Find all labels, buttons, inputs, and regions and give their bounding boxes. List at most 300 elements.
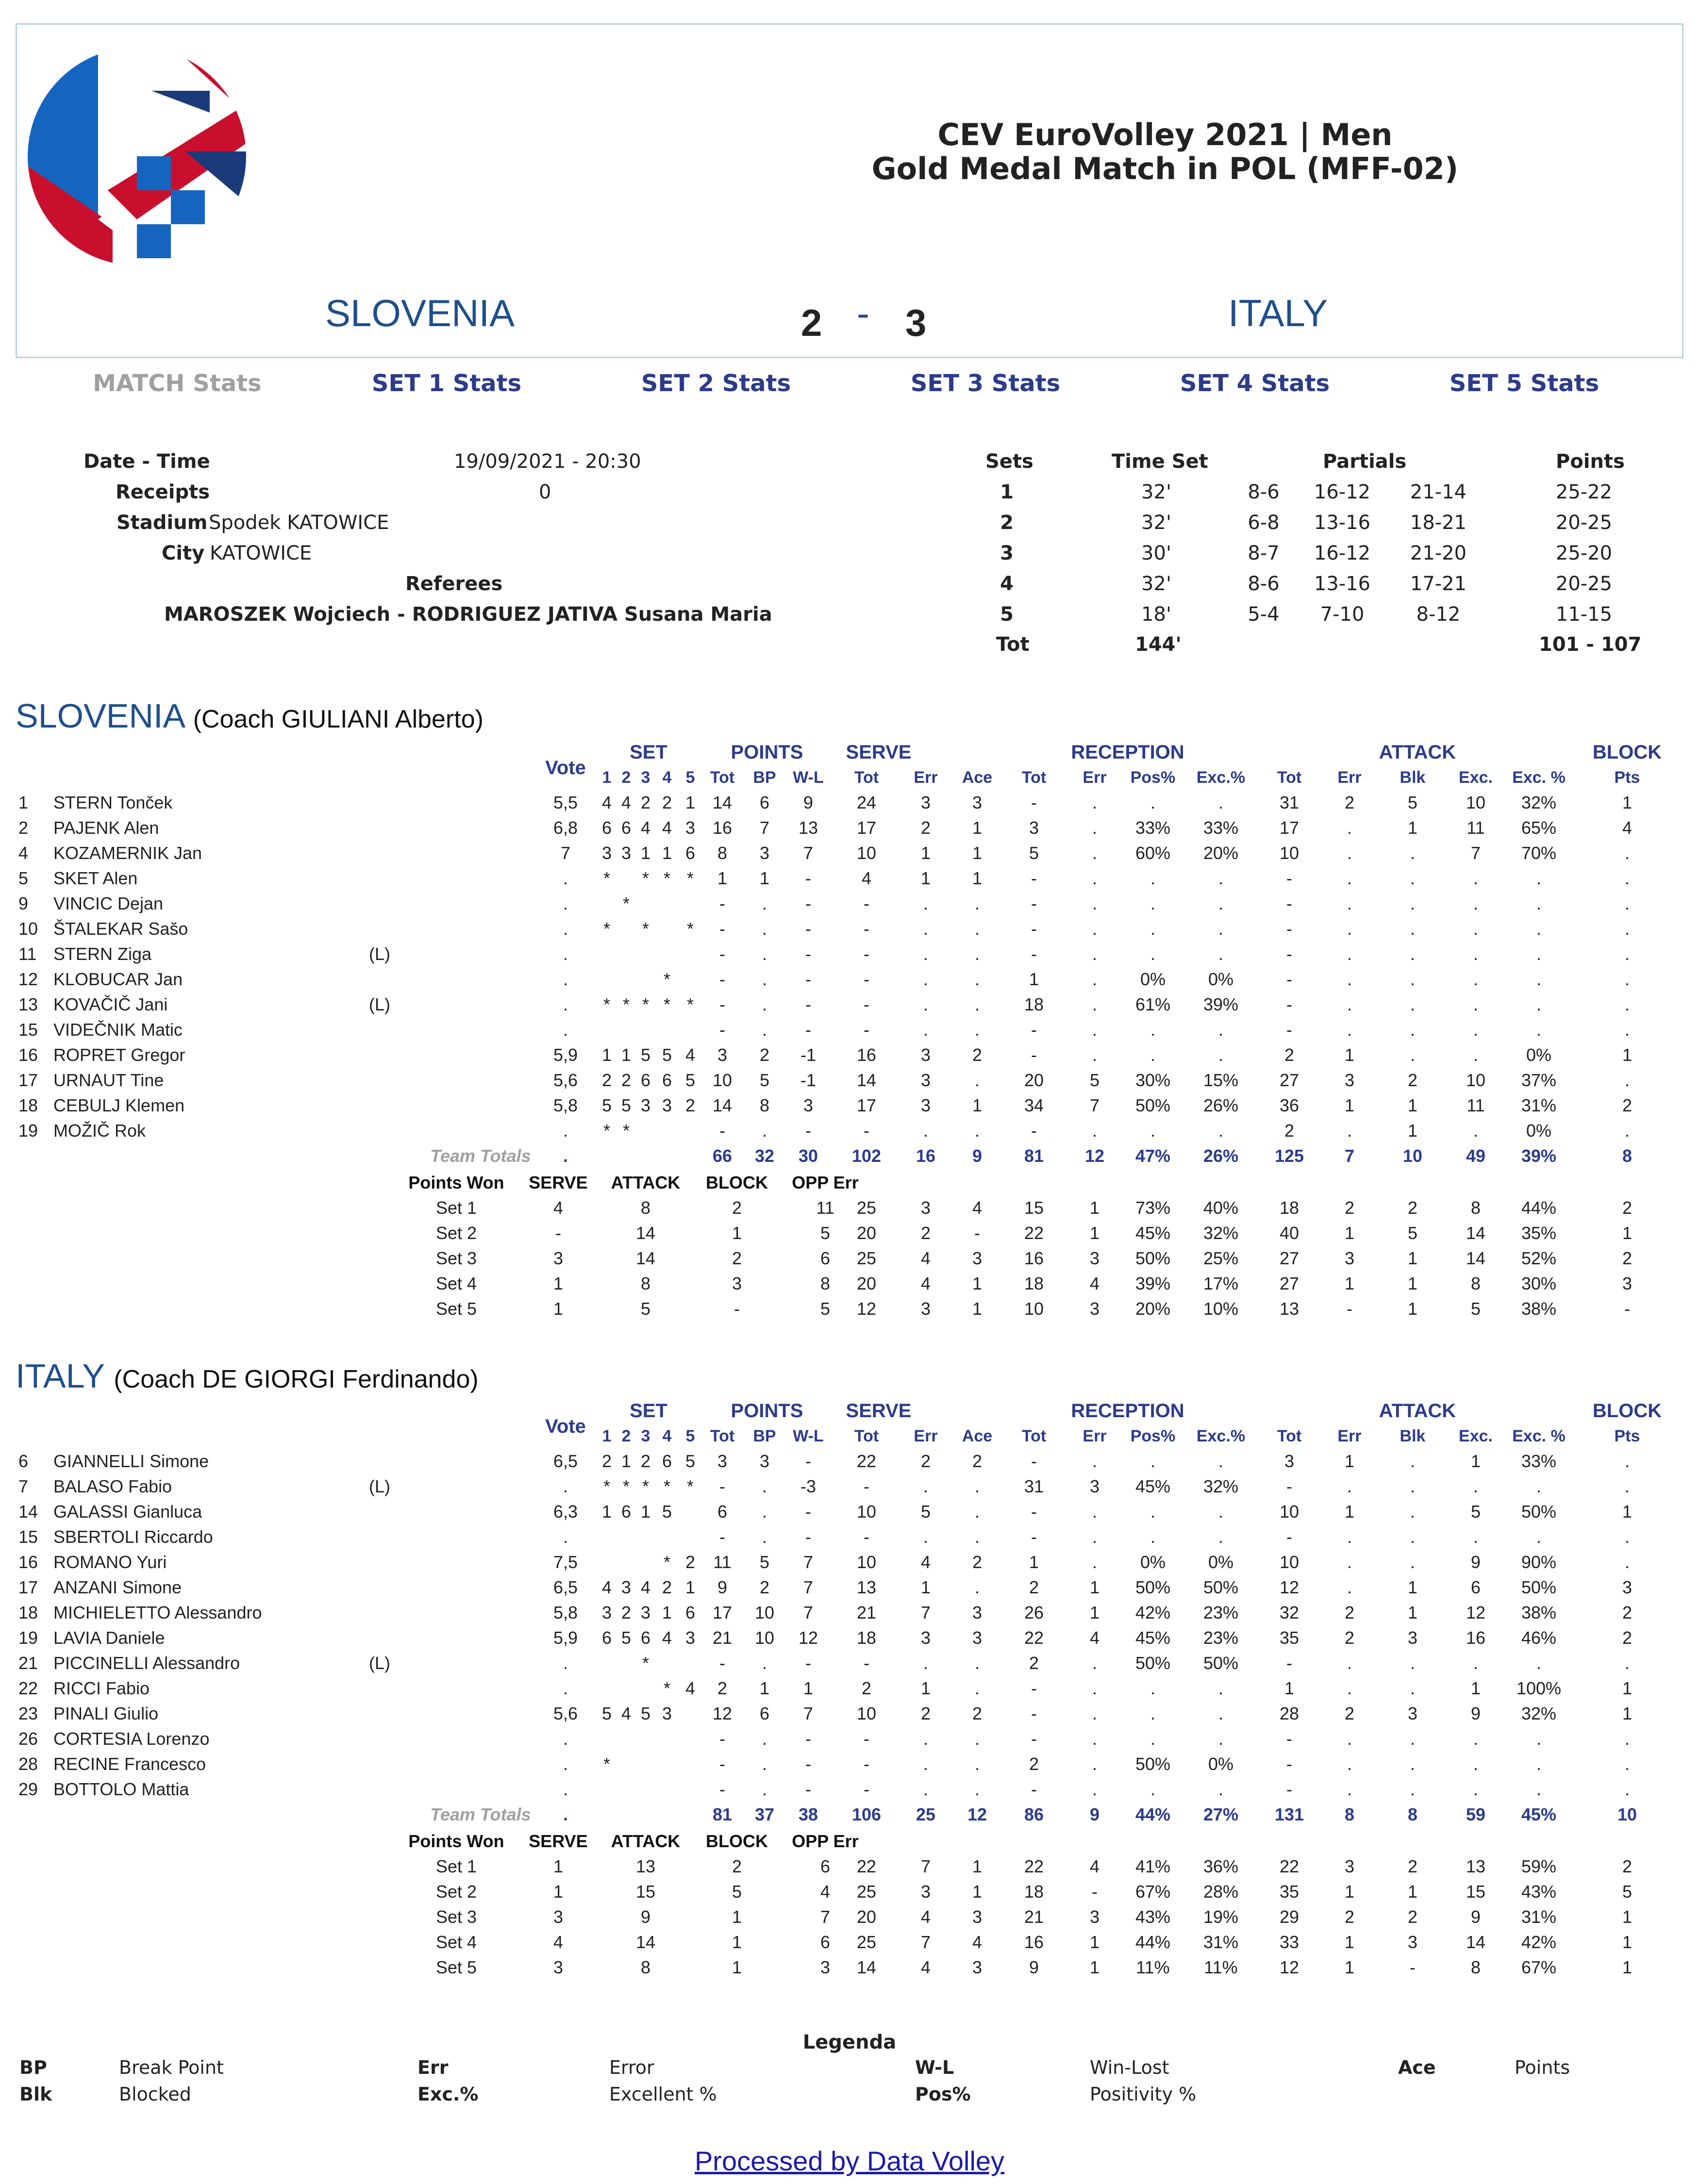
player-stat: .	[1218, 1729, 1224, 1749]
team-totals-stat: 26%	[1203, 1146, 1239, 1166]
player-stat: 61%	[1135, 994, 1171, 1014]
team-totals-stat: 106	[851, 1804, 882, 1824]
player-stat: .	[1150, 1779, 1156, 1799]
player-stat: .	[1624, 1552, 1630, 1572]
player-name: GALASSI Gianluca	[53, 1502, 202, 1522]
player-stat: .	[1410, 1020, 1416, 1040]
home-score: 2	[801, 301, 822, 344]
player-stat: -	[719, 944, 725, 964]
player-stat: 1	[1622, 1678, 1632, 1698]
set-attack-points: 14	[635, 1223, 656, 1243]
set-partial: 18-21	[1410, 512, 1467, 534]
player-stat: 9	[803, 793, 814, 812]
player-stat: .	[1410, 1729, 1416, 1749]
referees-value: MAROSZEK Wojciech - RODRIGUEZ JATIVA Susana Maria	[164, 603, 772, 626]
set-stat: 2	[1622, 1198, 1632, 1218]
set-serve-points: 4	[553, 1932, 564, 1952]
player-stat: .	[1473, 1476, 1479, 1496]
subheader-tot: Tot	[1277, 1427, 1302, 1445]
player-set-position: 6	[621, 1502, 632, 1522]
player-stat: .	[1092, 1552, 1098, 1572]
player-stat: -	[1286, 1527, 1292, 1547]
set-time: 18'	[1141, 603, 1171, 626]
player-stat: 9	[1470, 1704, 1481, 1723]
set-stat: 1	[1344, 1223, 1355, 1243]
points-won-header: Points Won	[408, 1173, 504, 1192]
set-stat: 17%	[1203, 1274, 1239, 1293]
player-stat: .	[762, 893, 767, 913]
player-stat: .	[1347, 1754, 1352, 1774]
away-team-name: ITALY	[1228, 292, 1328, 334]
player-set-position: 2	[601, 1070, 612, 1090]
player-stat: 2	[861, 1678, 872, 1698]
player-stat: 3	[759, 843, 770, 863]
set-partial: 16-12	[1314, 542, 1371, 564]
player-stat: .	[1536, 1020, 1542, 1040]
subheader-wl: W-L	[793, 768, 824, 787]
set-serve-points: 1	[553, 1274, 564, 1293]
player-stat: .	[923, 893, 929, 913]
subheader-2: 2	[621, 1427, 631, 1445]
set-opp-err-points: 7	[820, 1907, 831, 1927]
set-stat: 67%	[1521, 1957, 1557, 1977]
player-stat: .	[1092, 1754, 1098, 1774]
player-stat: 50%	[1135, 1577, 1171, 1597]
player-stat: 28	[1279, 1704, 1299, 1723]
player-stat: 14	[856, 1070, 877, 1090]
player-stat: -	[719, 994, 725, 1014]
set-stat: 4	[920, 1274, 931, 1293]
player-stat: 5	[1407, 793, 1418, 812]
set-stat: 42%	[1521, 1932, 1557, 1952]
player-set-position: 4	[621, 1704, 632, 1723]
subheader-pts: Pts	[1614, 1427, 1640, 1445]
set-row-label: Set 4	[435, 1932, 477, 1952]
player-stat: .	[1218, 1527, 1224, 1547]
player-stat: .	[1624, 893, 1630, 913]
set-stat: 19%	[1203, 1907, 1239, 1927]
team-totals-stat: 102	[851, 1146, 882, 1166]
player-number: 11	[18, 944, 37, 964]
player-stat: 32%	[1203, 1476, 1239, 1496]
set-stat: 33	[1279, 1932, 1299, 1952]
player-stat: .	[923, 1779, 929, 1799]
player-stat: 9	[1470, 1552, 1481, 1572]
player-set-position: 1	[685, 793, 696, 812]
tab-set-3-stats[interactable]: SET 3 Stats	[910, 370, 1061, 397]
player-stat: .	[1624, 919, 1630, 939]
player-stat: -	[864, 893, 869, 913]
player-stat: .	[762, 1020, 767, 1040]
set-stat: 11%	[1136, 1957, 1170, 1977]
player-stat: 10	[856, 1704, 877, 1723]
player-stat: .	[1347, 843, 1352, 863]
set-serve-points: 1	[553, 1856, 564, 1876]
player-vote: 7	[560, 843, 571, 863]
player-stat: 6	[1470, 1577, 1481, 1597]
player-stat: .	[1536, 994, 1542, 1014]
set-stat: 3	[972, 1248, 983, 1268]
player-name: KOVAČIČ Jani	[53, 994, 168, 1014]
set-stat: 31%	[1521, 1907, 1557, 1927]
player-name: CORTESIA Lorenzo	[53, 1729, 210, 1749]
set-partial: 5-4	[1248, 603, 1280, 626]
set-stat: 3	[1407, 1932, 1418, 1952]
player-stat: .	[762, 1653, 767, 1673]
player-stat: .	[1473, 1527, 1479, 1547]
player-set-position: *	[663, 1678, 671, 1698]
player-stat: 5	[1470, 1502, 1481, 1522]
player-stat: .	[1410, 893, 1416, 913]
player-name: MOŽIČ Rok	[53, 1121, 146, 1141]
player-set-position: *	[686, 919, 694, 939]
player-set-position: 6	[640, 1070, 651, 1090]
player-set-position: 2	[685, 1552, 696, 1572]
player-stat: .	[1473, 969, 1479, 989]
set-stat: 1	[1407, 1882, 1418, 1902]
team-totals-label: Team Totals	[430, 1146, 531, 1166]
set-serve-points: 1	[553, 1299, 564, 1319]
set-time: 30'	[1141, 542, 1171, 564]
team-totals-stat: 81	[712, 1804, 733, 1824]
player-vote: 5,6	[553, 1704, 578, 1723]
set-stat: 4	[920, 1907, 931, 1927]
player-set-position: *	[603, 1476, 611, 1496]
player-stat: .	[1536, 1653, 1542, 1673]
player-set-position: *	[603, 994, 611, 1014]
player-set-position: 1	[662, 843, 672, 863]
player-stat: .	[1410, 1476, 1416, 1496]
set-stat: 1	[1089, 1932, 1100, 1952]
player-stat: 6	[759, 793, 770, 812]
player-stat: .	[1218, 919, 1224, 939]
set-stat: 43%	[1135, 1907, 1171, 1927]
player-stat: 1	[1407, 1121, 1418, 1141]
team-totals-stat: 25	[916, 1804, 936, 1824]
legend-desc: Points	[1515, 2057, 1570, 2078]
header-vote: Vote	[545, 757, 586, 778]
player-name: PINALI Giulio	[53, 1704, 159, 1723]
player-stat: .	[1347, 994, 1352, 1014]
player-stat: .	[1218, 944, 1224, 964]
set-stat: 40%	[1203, 1198, 1239, 1218]
set-stat: 36%	[1203, 1856, 1239, 1876]
player-stat: .	[1410, 1527, 1416, 1547]
sets-header: Sets	[985, 450, 1033, 473]
player-stat: 10	[856, 843, 877, 863]
player-set-position: 5	[662, 1045, 672, 1065]
set-stat: 41%	[1135, 1856, 1171, 1876]
player-stat: .	[762, 1779, 767, 1799]
player-number: 7	[18, 1476, 29, 1496]
player-stat: -	[1031, 1045, 1037, 1065]
player-stat: 1	[1622, 1704, 1632, 1723]
player-stat: 1	[920, 843, 931, 863]
set-stat: -	[1347, 1299, 1352, 1319]
player-stat: 2	[1029, 1577, 1039, 1597]
player-stat: 37%	[1521, 1070, 1557, 1090]
team-totals-stat: 30	[798, 1146, 818, 1166]
set-stat: 14	[856, 1957, 877, 1977]
player-stat: 5	[1029, 843, 1039, 863]
player-set-position: 4	[640, 1577, 651, 1597]
player-stat: 39%	[1203, 994, 1239, 1014]
player-stat: .	[1347, 969, 1352, 989]
player-stat: .	[1092, 843, 1098, 863]
player-stat: 27	[1279, 1070, 1299, 1090]
player-stat: -	[805, 868, 811, 888]
tab-set-2-stats[interactable]: SET 2 Stats	[641, 370, 791, 397]
legend-abbr: W-L	[915, 2057, 954, 2078]
tab-set-1-stats[interactable]: SET 1 Stats	[371, 370, 522, 397]
player-number: 18	[18, 1095, 38, 1115]
player-stat: 1	[1344, 1095, 1355, 1115]
set-row-label: Set 5	[435, 1299, 477, 1319]
set-stat: 45%	[1135, 1223, 1171, 1243]
set-stat: 28%	[1203, 1882, 1239, 1902]
team-totals-stat: 86	[1024, 1804, 1044, 1824]
player-stat: .	[1092, 919, 1098, 939]
player-stat: -	[1286, 1779, 1292, 1799]
player-set-position: 4	[621, 793, 632, 812]
player-vote: .	[563, 919, 568, 939]
player-stat: -	[1031, 1502, 1037, 1522]
player-stat: -	[1031, 1121, 1037, 1141]
set-partial: 8-6	[1248, 481, 1280, 503]
player-stat: 26%	[1203, 1095, 1239, 1115]
player-stat: .	[923, 1121, 929, 1141]
legend-desc: Blocked	[119, 2084, 191, 2105]
player-stat: .	[923, 1754, 929, 1774]
player-stat: .	[1473, 1754, 1479, 1774]
set-row-label: Set 5	[435, 1957, 477, 1977]
player-stat: 1	[1622, 1502, 1632, 1522]
player-set-position: 6	[640, 1628, 651, 1648]
player-stat: .	[1624, 843, 1630, 863]
player-vote: 5,6	[553, 1070, 578, 1090]
player-stat: .	[974, 1020, 980, 1040]
set-number: 3	[1000, 542, 1014, 564]
player-stat: .	[1218, 1045, 1224, 1065]
player-stat: -	[805, 969, 811, 989]
subheader-ace: Ace	[962, 768, 993, 787]
set-stat: 3	[1344, 1856, 1355, 1876]
set-stat: 22	[1279, 1856, 1299, 1876]
points-won-header: Points Won	[408, 1831, 504, 1851]
player-number: 28	[18, 1754, 38, 1774]
slovenia-team-name: SLOVENIA	[16, 697, 184, 735]
player-stat: 3	[920, 1628, 931, 1648]
player-number: 18	[18, 1603, 38, 1622]
player-stat: -	[805, 1653, 811, 1673]
set-stat: 8	[1470, 1957, 1481, 1977]
set-row-label: Set 2	[435, 1882, 477, 1902]
legend-abbr: Ace	[1398, 2057, 1436, 2078]
set-opp-err-points: 8	[820, 1274, 831, 1293]
header-serve: SERVE	[846, 742, 912, 763]
player-set-position: *	[686, 868, 694, 888]
set-stat: 1	[1407, 1299, 1418, 1319]
set-stat: 5	[1407, 1223, 1418, 1243]
player-stat: 2	[920, 1704, 931, 1723]
team-totals-vote: .	[563, 1146, 568, 1166]
player-vote: 5,8	[553, 1095, 578, 1115]
set-stat: 9	[1470, 1907, 1481, 1927]
player-vote: .	[563, 1754, 568, 1774]
player-stat: 46%	[1521, 1628, 1557, 1648]
player-name: VIDEČNIK Matic	[53, 1020, 183, 1040]
data-volley-link[interactable]: Processed by Data Volley	[694, 2146, 1005, 2176]
player-set-position: 5	[601, 1704, 612, 1723]
set-stat: 8	[1470, 1274, 1481, 1293]
player-stat: .	[1473, 994, 1479, 1014]
player-stat: .	[1473, 1045, 1479, 1065]
subheader-exc: Exc. %	[1512, 1427, 1566, 1445]
player-stat: .	[1150, 1502, 1156, 1522]
player-stat: .	[923, 1527, 929, 1547]
player-stat: .	[1092, 1121, 1098, 1141]
player-stat: 17	[1279, 818, 1299, 838]
player-stat: .	[1347, 1577, 1352, 1597]
player-stat: 42%	[1135, 1603, 1171, 1622]
player-stat: 12	[712, 1704, 733, 1723]
set-stat: 4	[972, 1198, 983, 1218]
tab-match-stats[interactable]: MATCH Stats	[93, 370, 262, 397]
player-set-position: *	[603, 1754, 611, 1774]
player-stat: 1	[972, 1095, 983, 1115]
team-totals-stat: 27%	[1203, 1804, 1239, 1824]
player-name: PAJENK Alen	[53, 818, 159, 838]
player-name: KOZAMERNIK Jan	[53, 843, 202, 863]
partials-header: Partials	[1323, 450, 1407, 473]
set-stat: 1	[972, 1299, 983, 1319]
player-stat: 3	[920, 1045, 931, 1065]
player-number: 26	[18, 1729, 38, 1749]
player-stat: 10	[1279, 1502, 1299, 1522]
set-attack-points: 13	[635, 1856, 656, 1876]
player-vote: .	[563, 893, 568, 913]
player-stat: 2	[1407, 1070, 1418, 1090]
player-stat: 65%	[1521, 818, 1557, 838]
player-stat: .	[1347, 1121, 1352, 1141]
player-stat: -	[1031, 1527, 1037, 1547]
set-stat: 3	[1344, 1248, 1355, 1268]
player-stat: 0%	[1208, 1552, 1234, 1572]
subheader-tot: Tot	[1021, 768, 1047, 787]
set-stat: 3	[1089, 1299, 1100, 1319]
player-stat: 1	[1622, 793, 1632, 812]
set-stat: 8	[1470, 1198, 1481, 1218]
points-won-header: BLOCK	[706, 1173, 768, 1192]
player-stat: .	[1150, 944, 1156, 964]
set-stat: -	[1410, 1957, 1416, 1977]
player-stat: .	[1150, 1121, 1156, 1141]
player-stat: 10	[856, 1502, 877, 1522]
tab-set-4-stats[interactable]: SET 4 Stats	[1180, 370, 1330, 397]
player-stat: -	[864, 1729, 869, 1749]
player-stat: 3	[972, 793, 983, 812]
points-won-header: OPP Err	[792, 1173, 859, 1192]
player-stat: 2	[972, 1704, 983, 1723]
header-attack: ATTACK	[1379, 742, 1456, 763]
player-stat: .	[1150, 1527, 1156, 1547]
match-header	[16, 23, 1683, 358]
player-stat: 1	[972, 818, 983, 838]
subheader-exc: Exc.	[1459, 768, 1493, 787]
player-stat: 1	[803, 1678, 814, 1698]
player-set-position: 2	[640, 1451, 651, 1471]
total-time: 144'	[1135, 633, 1182, 656]
player-stat: .	[1473, 919, 1479, 939]
player-stat: -	[864, 994, 869, 1014]
set-block-points: 5	[732, 1882, 742, 1902]
player-set-position: 5	[621, 1628, 632, 1648]
set-row-label: Set 2	[435, 1223, 477, 1243]
player-stat: .	[1536, 1476, 1542, 1496]
set-stat: 22	[1024, 1856, 1044, 1876]
player-stat: 7	[803, 1552, 814, 1572]
player-stat: .	[1218, 1451, 1224, 1471]
set-partial: 8-12	[1416, 603, 1461, 626]
legend-abbr: Pos%	[915, 2084, 971, 2105]
set-stat: 20	[856, 1274, 877, 1293]
player-set-position: 3	[640, 1095, 651, 1115]
player-stat: .	[1624, 1729, 1630, 1749]
player-stat: 15%	[1203, 1070, 1239, 1090]
player-stat: 2	[1622, 1095, 1632, 1115]
set-stat: 5	[1470, 1299, 1481, 1319]
player-stat: 1	[920, 1678, 931, 1698]
player-name: ŠTALEKAR Sašo	[53, 919, 188, 939]
player-stat: -	[805, 1502, 811, 1522]
set-stat: 22	[856, 1856, 877, 1876]
player-stat: 7	[920, 1603, 931, 1622]
player-stat: -	[805, 1121, 811, 1141]
player-stat: .	[1473, 1729, 1479, 1749]
player-stat: 18	[1024, 994, 1044, 1014]
subheader-pos: Pos%	[1130, 768, 1176, 787]
player-number: 15	[18, 1020, 38, 1040]
player-vote: .	[563, 1678, 568, 1698]
player-stat: .	[1410, 1678, 1416, 1698]
player-stat: .	[1092, 969, 1098, 989]
legend-title: Legenda	[802, 2031, 897, 2053]
team-totals-label: Team Totals	[430, 1804, 531, 1824]
player-vote: .	[563, 1527, 568, 1547]
player-stat: 1	[717, 868, 728, 888]
player-number: 17	[18, 1070, 38, 1090]
set-opp-err-points: 5	[820, 1223, 831, 1243]
player-stat: .	[1218, 893, 1224, 913]
player-stat: .	[762, 969, 767, 989]
tab-set-5-stats[interactable]: SET 5 Stats	[1449, 370, 1599, 397]
player-stat: 1	[1344, 1451, 1355, 1471]
player-stat: 5	[759, 1070, 770, 1090]
subheader-bp: BP	[753, 1427, 776, 1445]
player-stat: 22	[1024, 1628, 1044, 1648]
team-totals-stat: 32	[754, 1146, 775, 1166]
set-stat: 1	[972, 1274, 983, 1293]
legend-desc: Error	[609, 2057, 654, 2078]
set-stat: 18	[1024, 1274, 1044, 1293]
player-number: 16	[18, 1552, 38, 1572]
set-block-points: 1	[732, 1957, 742, 1977]
player-stat: .	[974, 1729, 980, 1749]
player-stat: .	[1410, 1779, 1416, 1799]
player-stat: .	[1347, 1552, 1352, 1572]
player-stat: -	[1286, 919, 1292, 939]
libero-tag: (L)	[369, 944, 390, 964]
